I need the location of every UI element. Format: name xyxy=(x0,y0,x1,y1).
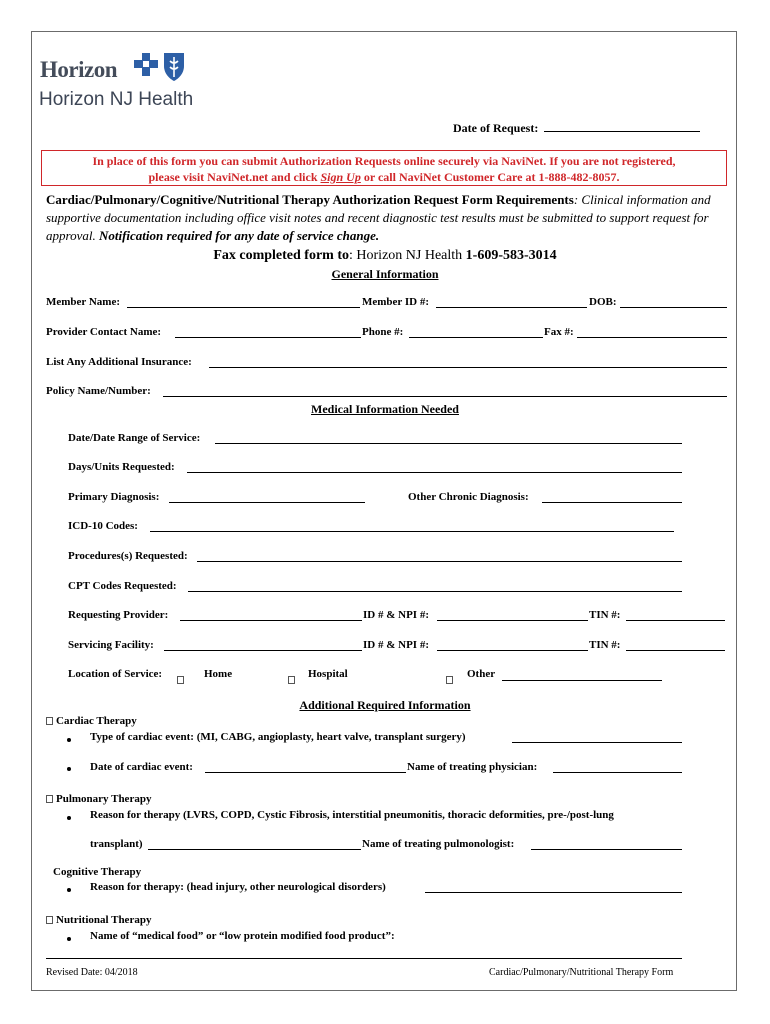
date-of-request-label: Date of Request: xyxy=(453,121,539,135)
date-of-request-field[interactable] xyxy=(544,131,700,132)
provider-contact-field[interactable] xyxy=(175,337,361,338)
fax-label: Fax #: xyxy=(544,326,574,338)
sign-up-link[interactable]: Sign Up xyxy=(320,170,361,184)
dob-label: DOB: xyxy=(589,296,617,308)
requesting-provider-label: Requesting Provider: xyxy=(68,609,169,621)
pulmonary-therapy-option[interactable] xyxy=(46,793,151,805)
location-of-service-label: Location of Service: xyxy=(68,668,163,680)
cpt-field[interactable] xyxy=(188,591,682,592)
bullet-icon xyxy=(67,767,71,771)
phone-field[interactable] xyxy=(409,337,543,338)
fax-instructions: Fax completed form to: Horizon NJ Health 1-609-583-3014 xyxy=(213,248,557,263)
procedures-field[interactable] xyxy=(197,561,682,562)
cardiac-therapy-label: Cardiac Therapy xyxy=(56,715,137,727)
cognitive-reason-field[interactable] xyxy=(425,892,682,893)
nutritional-food-label: Name of “medical food” or “low protein modified food product”: xyxy=(90,930,395,942)
servicing-facility-field[interactable] xyxy=(164,650,362,651)
days-units-field[interactable] xyxy=(187,472,682,473)
bullet-icon xyxy=(67,937,71,941)
pulmonologist-label: Name of treating pulmonologist: xyxy=(362,838,515,850)
primary-diagnosis-field[interactable] xyxy=(169,502,365,503)
requesting-tin-label: TIN #: xyxy=(589,609,621,621)
additional-information-heading: Additional Required Information xyxy=(299,698,471,712)
pulmonary-reason-field[interactable] xyxy=(148,849,361,850)
servicing-facility-label: Servicing Facility: xyxy=(68,639,154,651)
cardiac-therapy-option[interactable] xyxy=(46,715,137,727)
horizon-logo-text: Horizon xyxy=(40,57,117,82)
phone-label: Phone #: xyxy=(362,326,404,338)
nutritional-checkbox[interactable] xyxy=(46,916,53,924)
other-diagnosis-label: Other Chronic Diagnosis: xyxy=(408,491,529,503)
requesting-id-npi-field[interactable] xyxy=(437,620,588,621)
pulmonary-therapy-label: Pulmonary Therapy xyxy=(56,793,152,805)
revised-date: Revised Date: 04/2018 xyxy=(46,967,138,978)
primary-diagnosis-label: Primary Diagnosis: xyxy=(68,491,160,503)
icd10-label: ICD-10 Codes: xyxy=(68,520,138,532)
date-range-label: Date/Date Range of Service: xyxy=(68,432,201,444)
nutritional-therapy-label: Nutritional Therapy xyxy=(56,914,152,926)
policy-label: Policy Name/Number: xyxy=(46,385,151,397)
procedures-label: Procedures(s) Requested: xyxy=(68,550,188,562)
date-range-field[interactable] xyxy=(215,443,682,444)
cardiac-checkbox[interactable] xyxy=(46,717,53,725)
requesting-provider-field[interactable] xyxy=(180,620,362,621)
fax-field[interactable] xyxy=(577,337,727,338)
pulmonary-reason-cont: transplant) xyxy=(90,838,143,850)
policy-field[interactable] xyxy=(163,396,727,397)
pulmonary-reason-label: Reason for therapy (LVRS, COPD, Cystic Fibrosis, interstitial pneumonitis, thoracic deformities, pre-/post-lung xyxy=(90,809,614,821)
medical-information-heading: Medical Information Needed xyxy=(311,402,459,416)
dob-field[interactable] xyxy=(620,307,727,308)
cardiac-event-date-label: Date of cardiac event: xyxy=(90,761,193,773)
general-information-heading: General Information xyxy=(331,267,439,281)
cpt-label: CPT Codes Requested: xyxy=(68,580,177,592)
nutritional-therapy-option[interactable] xyxy=(46,914,151,926)
cardiac-event-type-label: Type of cardiac event: (MI, CABG, angioplasty, heart valve, transplant surgery) xyxy=(90,731,466,743)
cardiac-event-type-field[interactable] xyxy=(512,742,682,743)
horizon-nj-health-text: Horizon NJ Health xyxy=(39,89,194,110)
bullet-icon xyxy=(67,816,71,820)
cognitive-reason-label: Reason for therapy: (head injury, other neurological disorders) xyxy=(90,881,386,893)
servicing-tin-label: TIN #: xyxy=(589,639,621,651)
bcbs-logo-icon xyxy=(128,50,190,84)
other-location-field[interactable] xyxy=(502,680,662,681)
pulmonary-checkbox[interactable] xyxy=(46,795,53,803)
cardiac-event-date-field[interactable] xyxy=(205,772,406,773)
other-diagnosis-field[interactable] xyxy=(542,502,682,503)
bullet-icon xyxy=(67,738,71,742)
bullet-icon xyxy=(67,888,71,892)
additional-insurance-label: List Any Additional Insurance: xyxy=(46,356,192,368)
member-id-field[interactable] xyxy=(436,307,587,308)
servicing-tin-field[interactable] xyxy=(626,650,725,651)
servicing-id-npi-field[interactable] xyxy=(437,650,588,651)
icd10-field[interactable] xyxy=(150,531,674,532)
treating-physician-field[interactable] xyxy=(553,772,682,773)
pulmonologist-field[interactable] xyxy=(531,849,682,850)
hospital-label: Hospital xyxy=(308,668,348,680)
hospital-checkbox[interactable] xyxy=(288,670,298,688)
home-checkbox[interactable] xyxy=(177,670,187,688)
additional-insurance-field[interactable] xyxy=(209,367,727,368)
other-checkbox[interactable] xyxy=(446,670,456,688)
home-label: Home xyxy=(204,668,233,680)
navinet-notice xyxy=(41,150,727,186)
days-units-label: Days/Units Requested: xyxy=(68,461,175,473)
servicing-id-npi-label: ID # & NPI #: xyxy=(363,639,429,651)
provider-contact-label: Provider Contact Name: xyxy=(46,326,162,338)
cognitive-therapy-label: Cognitive Therapy xyxy=(53,866,142,878)
requesting-tin-field[interactable] xyxy=(626,620,725,621)
form-name-footer: Cardiac/Pulmonary/Nutritional Therapy Form xyxy=(489,967,674,978)
other-label: Other xyxy=(467,668,496,680)
footer-divider xyxy=(46,958,682,959)
notice-line-1: In place of this form you can submit Authorization Requests online securely via NaviNet. If you are not registered, xyxy=(92,154,676,168)
treating-physician-label: Name of treating physician: xyxy=(407,761,538,773)
form-requirements: Cardiac/Pulmonary/Cognitive/Nutritional Therapy Authorization Request Form Requirements: Clinical information and supportive documentation including office visit notes and recent diagnostic test results must be submitted to support request for approval. Notification required for any date of service change. xyxy=(46,192,711,243)
member-id-label: Member ID #: xyxy=(362,296,429,308)
notice-line-2: please visit NaviNet.net and click Sign Up or call NaviNet Customer Care at 1-888-482-8057. xyxy=(148,170,620,184)
member-name-field[interactable] xyxy=(127,307,360,308)
member-name-label: Member Name: xyxy=(46,296,121,308)
requesting-id-npi-label: ID # & NPI #: xyxy=(363,609,429,621)
